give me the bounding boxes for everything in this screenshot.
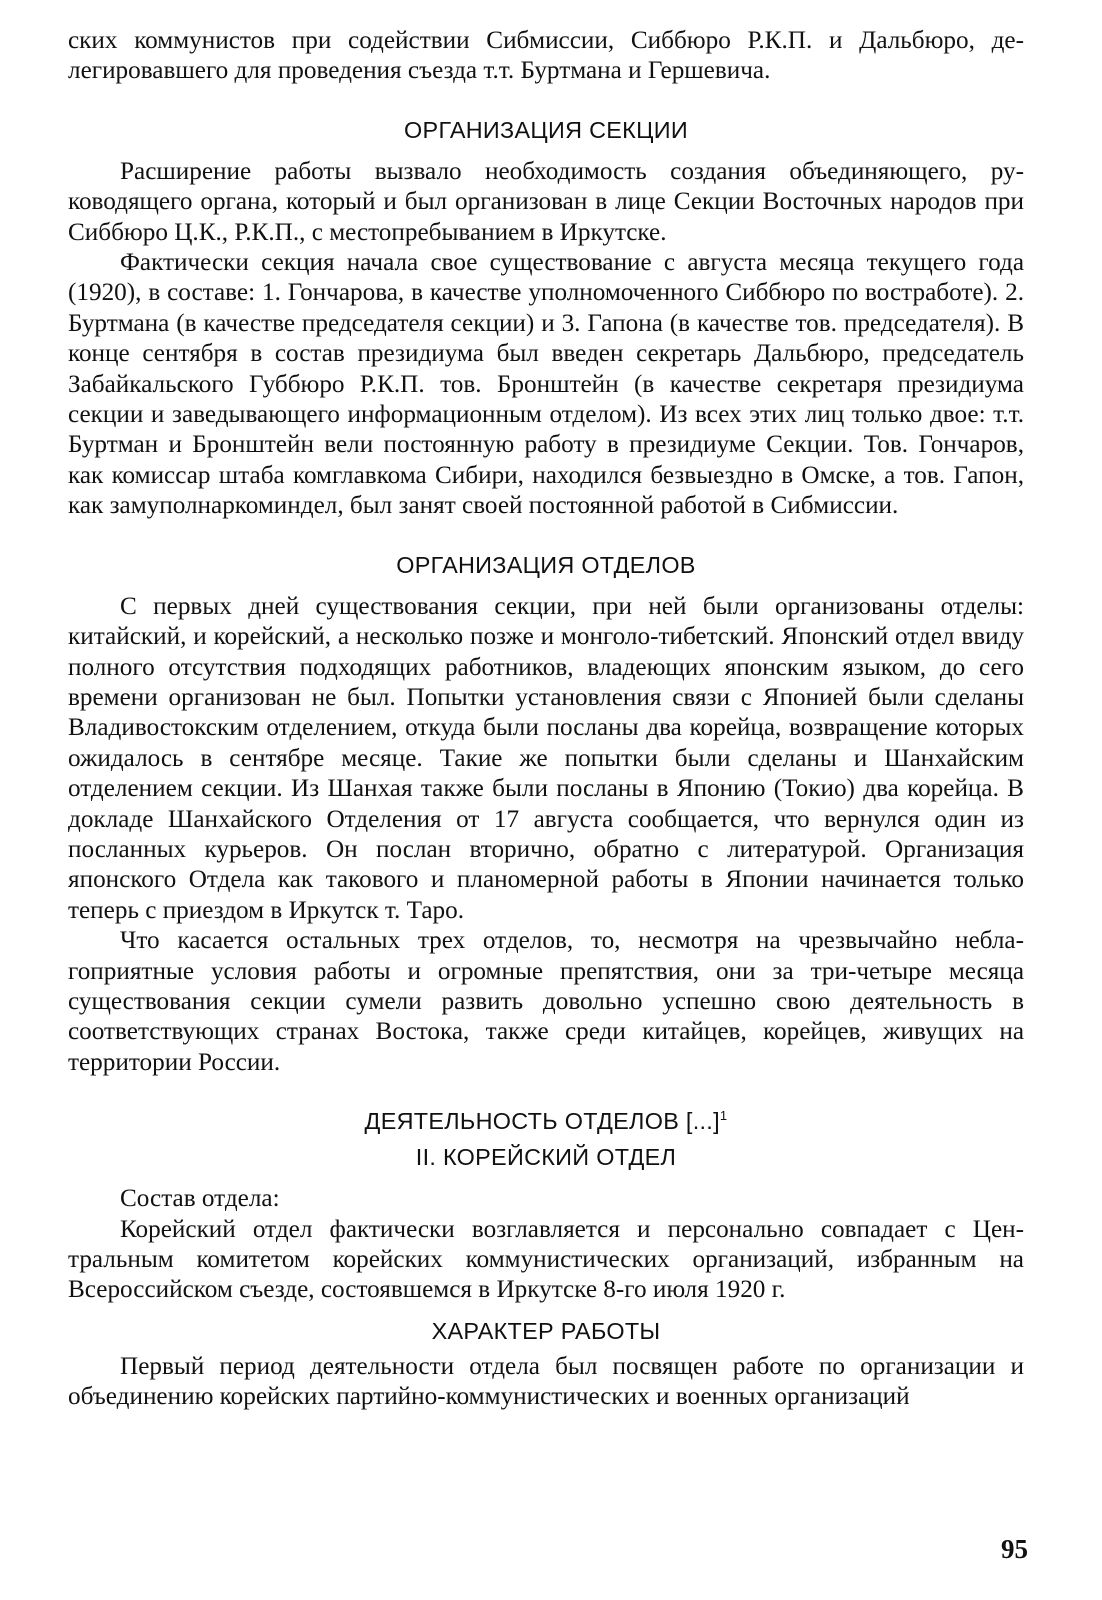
paragraph-org-section-1: Расширение работы вызвало необходимость создания объединяющего, руководящего органа, который и был организован в лице Секции Восточных народов при Сиббюро Ц.К., Р.К.П., с местопребыванием в Иркутске. <box>68 157 1024 246</box>
page-number: 95 <box>1001 1534 1028 1564</box>
heading-work-character: ХАРАКТЕР РАБОТЫ <box>431 1317 661 1344</box>
heading-org-departments: ОРГАНИЗАЦИЯ ОТДЕЛОВ <box>396 551 696 578</box>
paragraph-korean-department-1: Корейский отдел фактически возглавляется и персонально совпадает с Центральным комитетом корейских коммунистических организаций, избранным на Всероссийском съезде, состоявшемся в Иркутске 8-го июля 1920 г. <box>68 1215 1024 1304</box>
paragraph-composition-label: Состав отдела: <box>120 1185 280 1213</box>
heading-org-section: ОРГАНИЗАЦИЯ СЕКЦИИ <box>404 116 688 143</box>
paragraph-work-character-1: Первый период деятельности отдела был посвящен работе по организации и объединению корейских партийно-коммунистических и военных организаций <box>68 1352 1024 1411</box>
document-page <box>68 26 1024 1413</box>
paragraph-intro: ских коммунистов при содействии Сибмиссии, Сиббюро Р.К.П. и Дальбюро, делегировавшего для проведения съезда т.т. Буртмана и Гершевича. <box>68 27 1024 85</box>
spacer <box>68 1172 1024 1184</box>
spacer <box>68 1306 1024 1316</box>
spacer <box>68 1078 1024 1106</box>
paragraph-org-departments-2: Что касается остальных трех отделов, то, несмотря на чрезвычайно неблагоприятные условия работы и огромные препятствия, они за три-четыре месяца существования секции сумели развить довольно успешно свою деятельность в соответствующих странах Востока, также среди китайцев, корейцев, живущих на территории России. <box>68 927 1024 1076</box>
paragraph-org-departments-1: С первых дней существования секции, при ней были организованы отделы: китайский, и корейский, а несколько позже и монголо-тибетский. Японский отдел ввиду полного отсутствия подходящих работников, владеющих японским языком, до сего времени организован не был. Попытки установления связи с Японией были сделаны Владивостокским отделением, откуда были посланы два корейца, возвращение которых ожидалось в сентябре месяце. Такие же попытки были сделаны и Шанхайским отделением секции. Из Шанхая также были посланы в Японию (Токио) два корейца. В докладе Шанхайского Отделения от 17 августа сообщается, что вернулся один из посланных курьеров. Он послан вторично, обратно с литературой. Организация японского Отдела как такового и планомерной работы в Японии начинается только теперь с приездом в Иркутск т. Таро. <box>68 592 1024 924</box>
spacer <box>68 145 1024 157</box>
heading-dept-activity <box>68 1106 1024 1136</box>
spacer <box>68 580 1024 592</box>
spacer <box>68 87 1024 115</box>
spacer <box>68 522 1024 550</box>
footnote-mark: 1 <box>719 1108 728 1124</box>
paragraph-org-section-2: Фактически секция начала свое существование с августа месяца текущего года (1920), в составе: 1. Гончарова, в качестве уполномоченного Сиббюро по востработе). 2. Буртмана (в качестве председателя секции) и 3. Гапона (в качестве тов. председателя). В конце сентября в состав президиума был введен секретарь Дальбюро, председатель Забайкальского Губбюро Р.К.П. тов. Бронштейн (в качестве секретаря президиума секции и заведывающего информационным отделом). Из всех этих лиц только двое: т.т. Буртман и Бронштейн вели постоянную работу в президиуме Секции. Тов. Гончаров, как комиссар штаба комглавкома Сибири, находился безвыездно в Омске, а тов. Гапон, как замуполнаркоминдел, был занят своей постоянной работой в Сибмиссии. <box>68 249 1024 520</box>
heading-dept-activity-text: ДЕЯТЕЛЬНОСТЬ ОТДЕЛОВ [...] <box>364 1108 720 1135</box>
heading-korean-department: II. КОРЕЙСКИЙ ОТДЕЛ <box>415 1144 677 1171</box>
